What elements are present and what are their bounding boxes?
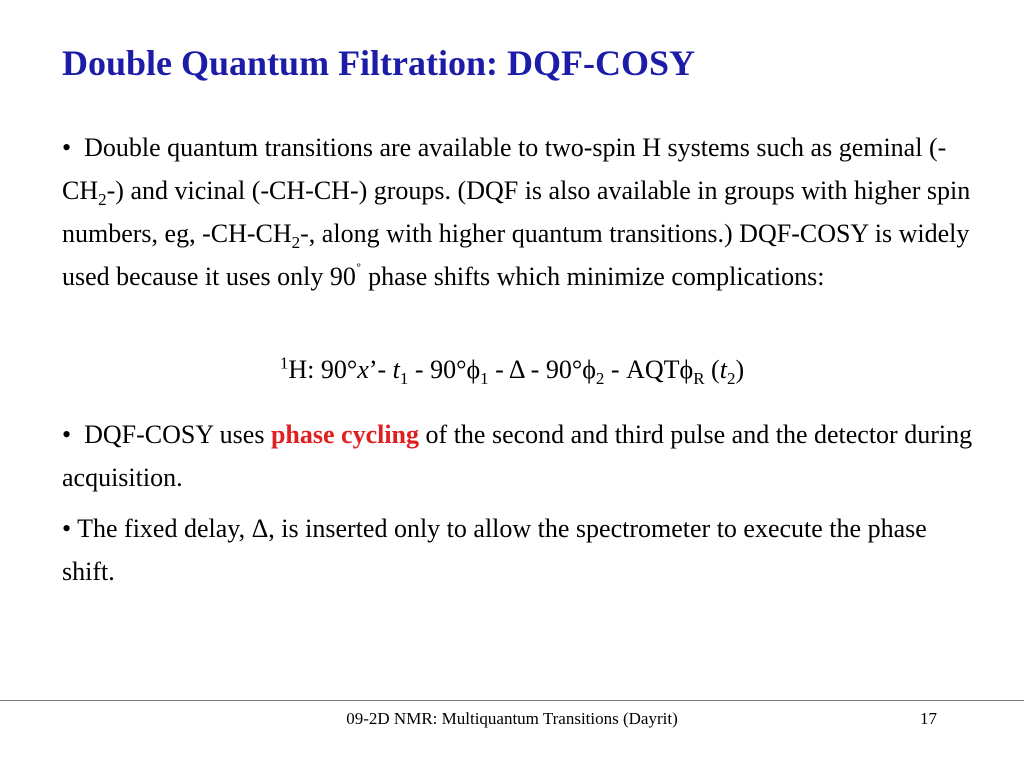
formula-part: - 90°ϕ (408, 355, 481, 384)
formula-part: ’- (368, 355, 393, 384)
subscript: 1 (480, 369, 489, 389)
formula-part: H: 90° (288, 355, 358, 384)
formula-italic: x (357, 355, 369, 384)
formula-italic: t (392, 355, 400, 384)
bullet1-text-part: -) and vicinal (-CH-CH-) groups. (DQF is also available in groups with higher spin numbers, eg, -CH-CH (62, 176, 971, 248)
formula-part: - Δ - 90°ϕ (488, 355, 596, 384)
bullet1-text-part: -, along with higher quantum transitions.) DQF-COSY is widely used because it uses only 90 (62, 219, 970, 291)
bullet1-text-part: phase shifts which minimize complications: (361, 262, 825, 291)
bullet-paragraph-3: • The fixed delay, Δ, is inserted only to allow the spectrometer to execute the phase shift. (62, 514, 927, 586)
degree-symbol: ˚ (355, 260, 362, 280)
formula-part: ( (704, 355, 720, 384)
subscript: 2 (726, 369, 736, 389)
subscript: 1 (399, 369, 409, 389)
bullet1-text-part: Double quantum transitions are available to two-spin H systems such as geminal (-CH (62, 133, 947, 205)
footer-caption: 09-2D NMR: Multiquantum Transitions (Dayrit) (346, 709, 678, 728)
page-number: 17 (920, 709, 937, 728)
superscript: 1 (279, 353, 289, 373)
bullet-marker: • (62, 133, 72, 162)
bullet2-text-part: of the second and third pulse and the detector during acquisition. (62, 420, 973, 492)
bullet-paragraph-1 (62, 126, 982, 298)
slide-title: Double Quantum Filtration: DQF-COSY (62, 43, 696, 83)
bullet-marker: • (62, 420, 72, 449)
subscript: 2 (595, 369, 605, 389)
bullet-paragraph-2 (62, 413, 982, 499)
pulse-sequence-formula (0, 348, 1024, 391)
formula-part: - AQTϕ (604, 355, 694, 384)
subscript: 2 (291, 233, 301, 253)
highlighted-term: phase cycling (270, 420, 420, 449)
formula-part: ) (735, 355, 745, 384)
subscript: R (693, 369, 705, 389)
bullet2-text-part: DQF-COSY uses (84, 420, 271, 449)
footer-divider (0, 700, 1024, 701)
subscript: 2 (98, 190, 107, 210)
formula-italic: t (719, 355, 727, 384)
